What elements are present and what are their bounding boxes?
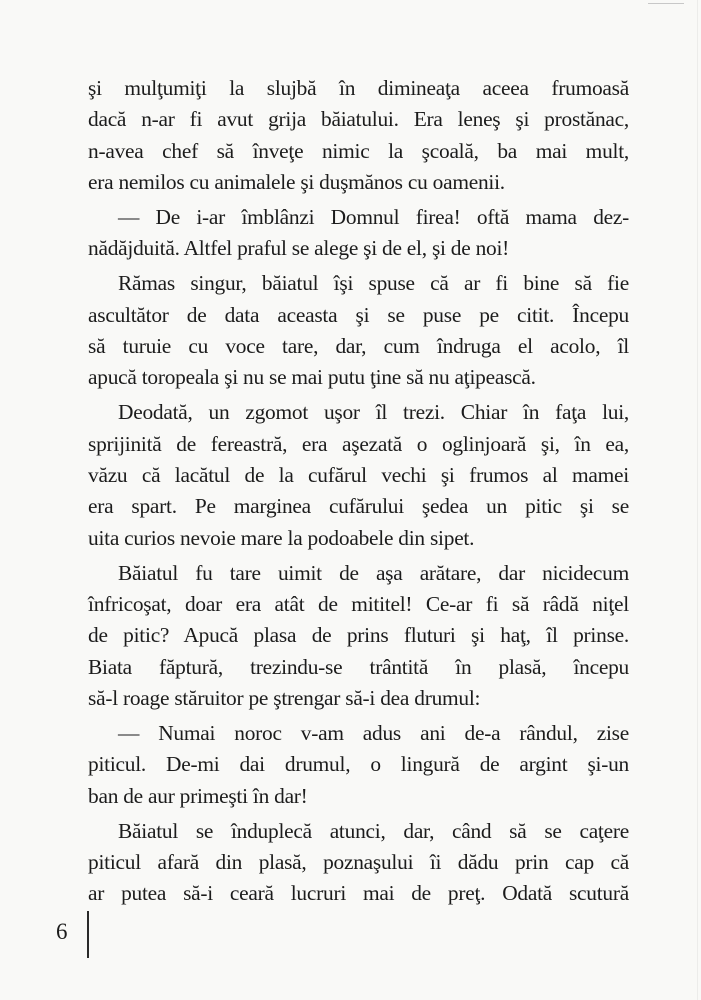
text-line: sprijinită de fereastră, era aşezată o oglinjoară şi, în ea,: [88, 431, 629, 456]
text-line: nădăjduită. Altfel praful se alege şi de el, şi de noi!: [88, 236, 510, 261]
page-gutter-edge: [697, 0, 698, 1000]
text-line: apucă toropeala şi nu se mai putu ţine să nu aţipească.: [88, 365, 536, 390]
text-line: — Numai noroc v-am adus ani de-a rândul, zise: [118, 720, 629, 745]
paragraph: [88, 397, 629, 553]
text-line: văzu că lacătul de la cufărul vechi şi frumos al mamei: [88, 462, 629, 487]
text-line: era spart. Pe marginea cufărului şedea un pitic şi se: [88, 494, 629, 519]
page-number: 6: [56, 919, 68, 944]
text-line: n-avea chef să înveţe nimic la şcoală, ba mai mult,: [88, 138, 629, 163]
paragraph: [88, 268, 629, 393]
text-line: piticul afară din plasă, poznaşului îi dădu prin cap că: [88, 849, 629, 874]
text-line: Băiatul fu tare uimit de aşa arătare, dar nicidecum: [118, 560, 629, 585]
text-line: ban de aur primeşti în dar!: [88, 783, 308, 808]
body-text: [88, 73, 629, 910]
text-line: înfricoşat, doar era atât de mititel! Ce-ar fi să râdă niţel: [88, 591, 629, 616]
paragraph: [88, 202, 629, 265]
page-edge-mark: [648, 3, 684, 4]
text-line: era nemilos cu animalele şi duşmănos cu oamenii.: [88, 169, 505, 194]
text-line: dacă n-ar fi avut grija băiatului. Era leneş şi prostănac,: [88, 107, 629, 132]
text-line: să-l roage stăruitor pe ştrengar să-i dea drumul:: [88, 685, 481, 710]
paragraph: [88, 73, 629, 198]
text-line: ascultător de data aceasta şi se puse pe citit. Începu: [88, 302, 629, 327]
text-line: piticul. De-mi dai drumul, o lingură de argint şi-un: [88, 752, 629, 777]
paragraph: [88, 718, 629, 812]
text-line: Băiatul se înduplecă atunci, dar, când să se caţere: [118, 818, 629, 843]
text-line: — De i-ar îmblânzi Domnul firea! oftă mama dez-: [118, 204, 629, 229]
text-line: ar putea să-i ceară lucruri mai de preţ. Odată scutură: [88, 881, 629, 906]
text-line: Rămas singur, băiatul îşi spuse că ar fi bine să fie: [118, 271, 629, 296]
paragraph: [88, 558, 629, 714]
text-line: uita curios nevoie mare la podoabele din sipet.: [88, 525, 475, 550]
paragraph: [88, 816, 629, 910]
text-line: să turuie cu voce tare, dar, cum îndruga el acolo, îl: [88, 333, 629, 358]
page-number-rule: [87, 911, 89, 958]
text-line: Deodată, un zgomot uşor îl trezi. Chiar în faţa lui,: [118, 400, 629, 425]
text-line: Biata făptură, trezindu-se trântită în plasă, începu: [88, 654, 629, 679]
text-line: şi mulţumiţi la slujbă în dimineaţa aceea frumoasă: [88, 76, 629, 100]
text-line: de pitic? Apucă plasa de prins fluturi şi haţ, îl prinse.: [88, 623, 629, 648]
